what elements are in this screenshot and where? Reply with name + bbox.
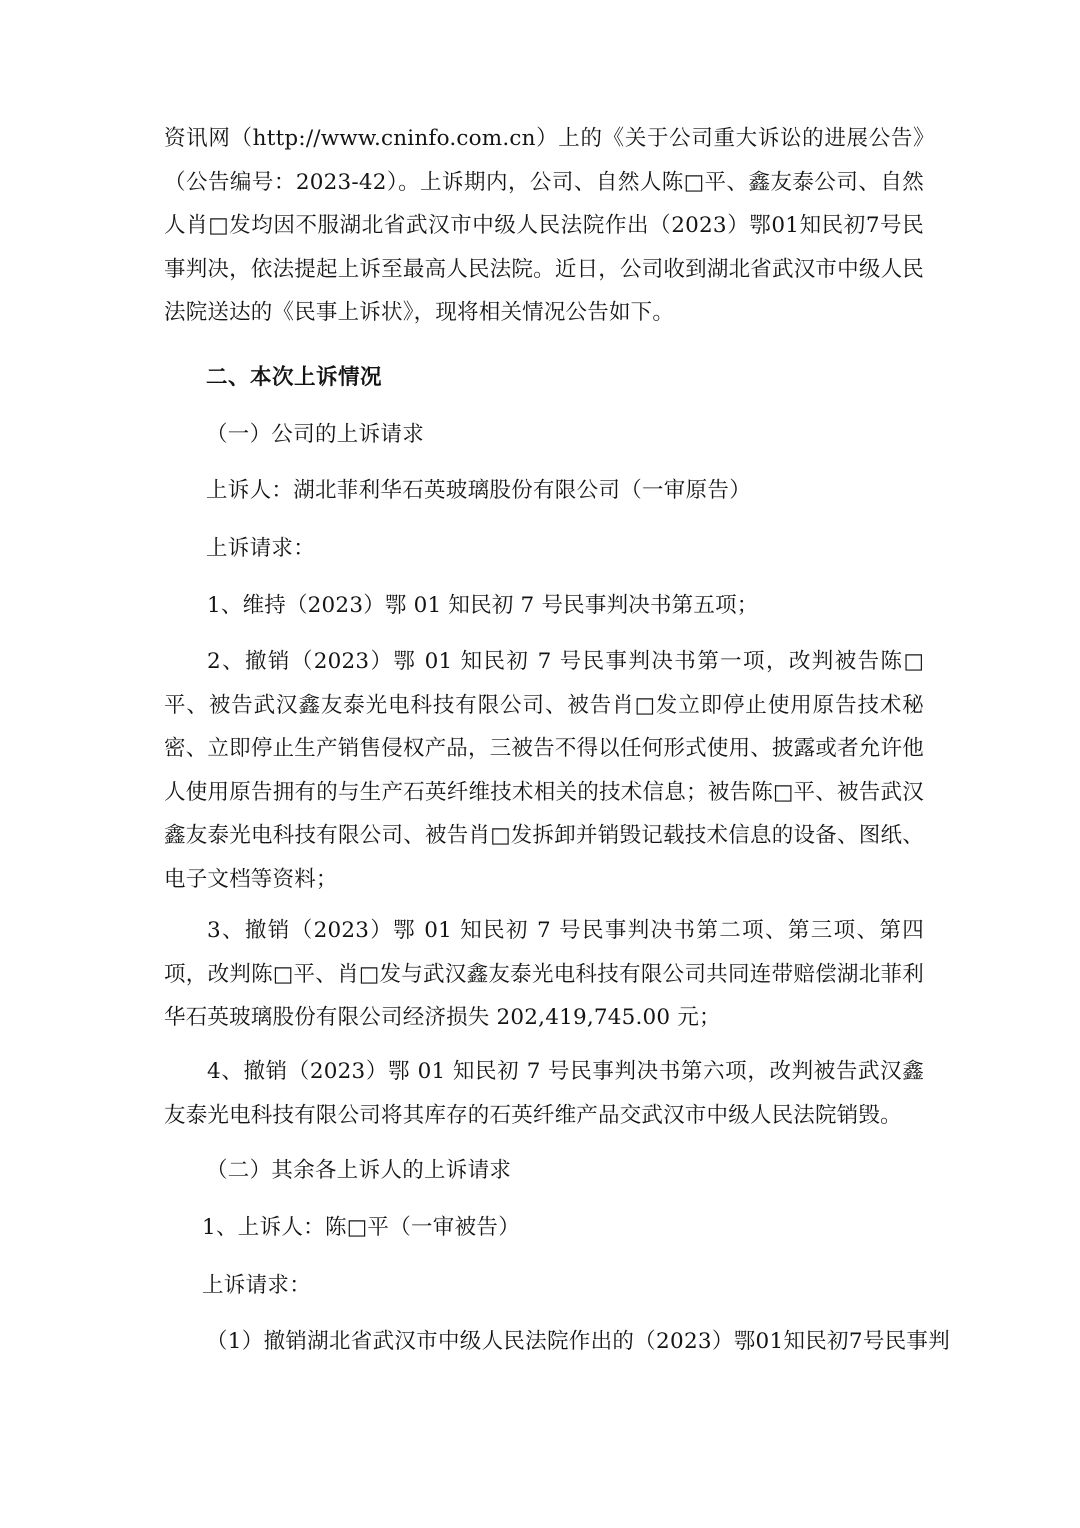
subsection-heading-company-appeal: （一）公司的上诉请求: [206, 422, 425, 447]
appellant-company: 上诉人：湖北菲利华石英玻璃股份有限公司（一审原告）: [206, 478, 752, 503]
request-item-3: 3、撤销（2023）鄂 01 知民初 7 号民事判决书第二项、第三项、第四项，改判陈□平、肖□发与武汉鑫友泰光电科技有限公司共同连带赔偿湖北菲利华石英玻璃股份有限公司经济损失 202,419,745.00 元；: [164, 918, 924, 1030]
requests-label: 上诉请求：: [206, 536, 316, 561]
appellant-chen: 1、上诉人：陈□平（一审被告）: [202, 1215, 520, 1240]
section-heading-appeal: 二、本次上诉情况: [206, 365, 383, 390]
request-item-1: 1、维持（2023）鄂 01 知民初 7 号民事判决书第五项；: [207, 593, 759, 618]
subsection-heading-other-appeals: （二）其余各上诉人的上诉请求: [206, 1158, 512, 1183]
request-item-2: 2、撤销（2023）鄂 01 知民初 7 号民事判决书第一项，改判被告陈□平、被告武汉鑫友泰光电科技有限公司、被告肖□发立即停止使用原告技术秘密、立即停止生产销售侵权产品，三被告不得以任何形式使用、披露或者允许他人使用原告拥有的与生产石英纤维技术相关的技术信息；被告陈□平、被告武汉鑫友泰光电科技有限公司、被告肖□发拆卸并销毁记载技术信息的设备、图纸、电子文档等资料；: [164, 649, 924, 892]
request-item-chen-1: （1）撤销湖北省武汉市中级人民法院作出的（2023）鄂01知民初7号民事判: [206, 1329, 951, 1354]
requests-label-2: 上诉请求：: [202, 1273, 312, 1298]
intro-paragraph: 资讯网（http://www.cninfo.com.cn）上的《关于公司重大诉讼的进展公告》（公告编号：2023-42）。上诉期内，公司、自然人陈□平、鑫友泰公司、自然人肖□发均因不服湖北省武汉市中级人民法院作出（2023）鄂01知民初7号民事判决，依法提起上诉至最高人民法院。近日，公司收到湖北省武汉市中级人民法院送达的《民事上诉状》，现将相关情况公告如下。: [164, 126, 924, 325]
request-item-4: 4、撤销（2023）鄂 01 知民初 7 号民事判决书第六项，改判被告武汉鑫友泰光电科技有限公司将其库存的石英纤维产品交武汉市中级人民法院销毁。: [164, 1059, 924, 1128]
